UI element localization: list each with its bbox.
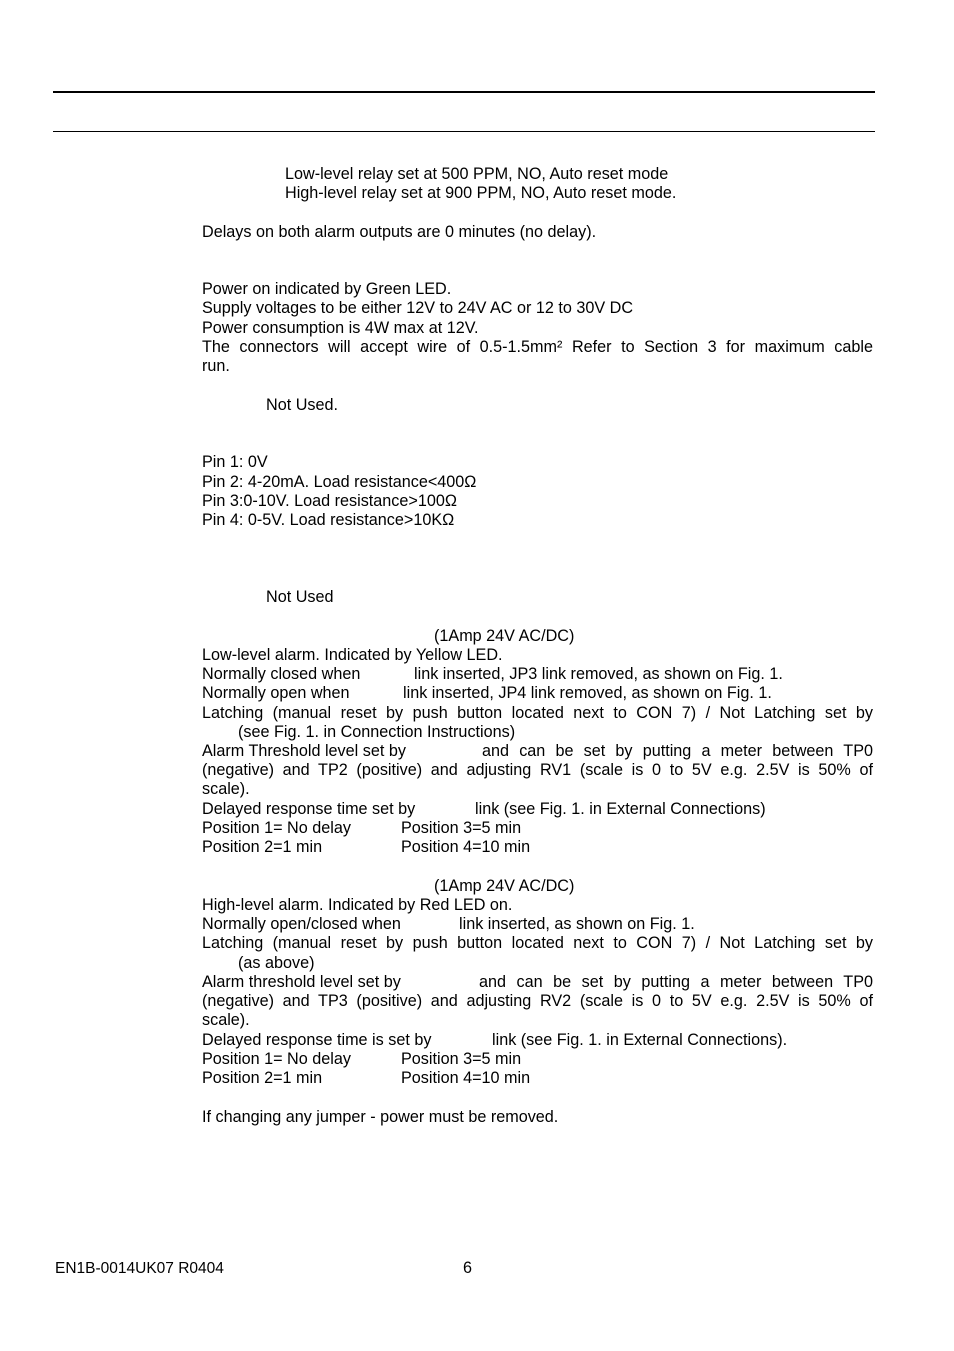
high-alarm-latching-line: Latching (manual reset by push button located next to CON 7) / Not Latching set by [202,934,873,952]
high-alarm-latching-ref: (as above) [238,954,315,972]
low-alarm-threshold-label: Alarm Threshold level set by [202,742,406,760]
low-alarm-delay-label: Delayed response time set by [202,800,416,818]
analogue-pin-1: Pin 1: 0V [202,453,268,471]
low-alarm-delay-detail: link (see Fig. 1. in External Connections) [475,800,766,818]
not-used-label-1: Not Used. [266,396,338,414]
jumper-warning: If changing any jumper - power must be removed. [202,1108,559,1126]
low-alarm-latching-ref: (see Fig. 1. in Connection Instructions) [238,723,516,741]
header-rule-top [53,91,875,93]
analogue-pin-3: Pin 3:0-10V. Load resistance>100Ω [202,492,457,510]
low-alarm-led-line: Low-level alarm. Indicated by Yellow LED. [202,646,503,664]
high-alarm-contact-label: Normally open/closed when [202,915,401,933]
high-alarm-position-4: Position 4=10 min [401,1069,531,1087]
high-alarm-threshold-line-2: (negative) and TP3 (positive) and adjusting RV2 (scale is 0 to 5V e.g. 2.5V is 50% of [202,992,873,1010]
high-alarm-threshold-label: Alarm threshold level set by [202,973,401,991]
high-alarm-delay-detail: link (see Fig. 1. in External Connections). [492,1031,788,1049]
power-led-line: Power on indicated by Green LED. [202,280,452,298]
supply-voltage-line: Supply voltages to be either 12V to 24V AC or 12 to 30V DC [202,299,634,317]
high-alarm-threshold-detail: and can be set by putting a meter between TP0 [479,973,873,991]
analogue-pin-2: Pin 2: 4-20mA. Load resistance<400Ω [202,473,477,491]
footer-page-number: 6 [463,1259,473,1277]
footer-doc-code: EN1B-0014UK07 R0404 [55,1260,224,1277]
high-alarm-delay-label: Delayed response time is set by [202,1031,432,1049]
low-alarm-position-1: Position 1= No delay [202,819,351,837]
low-alarm-no-label: Normally open when [202,684,350,702]
low-alarm-no-detail: link inserted, JP4 link removed, as shown on Fig. 1. [403,684,772,702]
delays-note: Delays on both alarm outputs are 0 minutes (no delay). [202,223,597,241]
high-alarm-position-2: Position 2=1 min [202,1069,323,1087]
connector-wire-line: The connectors will accept wire of 0.5-1.5mm² Refer to Section 3 for maximum cable [202,338,873,356]
low-alarm-position-4: Position 4=10 min [401,838,531,856]
high-alarm-position-1: Position 1= No delay [202,1050,351,1068]
low-alarm-position-3: Position 3=5 min [401,819,522,837]
high-alarm-contact-detail: link inserted, as shown on Fig. 1. [459,915,695,933]
low-alarm-threshold-line-3: scale). [202,780,250,798]
header-rule-bottom [53,131,875,132]
low-alarm-nc-label: Normally closed when [202,665,361,683]
analogue-pin-4: Pin 4: 0-5V. Load resistance>10KΩ [202,511,455,529]
high-alarm-position-3: Position 3=5 min [401,1050,522,1068]
connector-wire-line-end: run. [202,357,230,375]
high-alarm-threshold-line-3: scale). [202,1011,250,1029]
low-alarm-rating: (1Amp 24V AC/DC) [434,627,575,645]
low-alarm-position-2: Position 2=1 min [202,838,323,856]
relay-default-high: High-level relay set at 900 PPM, NO, Auto reset mode. [285,184,677,202]
high-alarm-rating: (1Amp 24V AC/DC) [434,877,575,895]
high-alarm-led-line: High-level alarm. Indicated by Red LED on. [202,896,513,914]
low-alarm-threshold-detail: and can be set by putting a meter between TP0 [482,742,873,760]
power-consumption-line: Power consumption is 4W max at 12V. [202,319,479,337]
low-alarm-latching-line: Latching (manual reset by push button located next to CON 7) / Not Latching set by [202,704,873,722]
not-used-label-2: Not Used [266,588,334,606]
low-alarm-nc-detail: link inserted, JP3 link removed, as shown on Fig. 1. [414,665,783,683]
relay-default-low: Low-level relay set at 500 PPM, NO, Auto reset mode [285,165,669,183]
low-alarm-threshold-line-2: (negative) and TP2 (positive) and adjusting RV1 (scale is 0 to 5V e.g. 2.5V is 50% of [202,761,873,779]
